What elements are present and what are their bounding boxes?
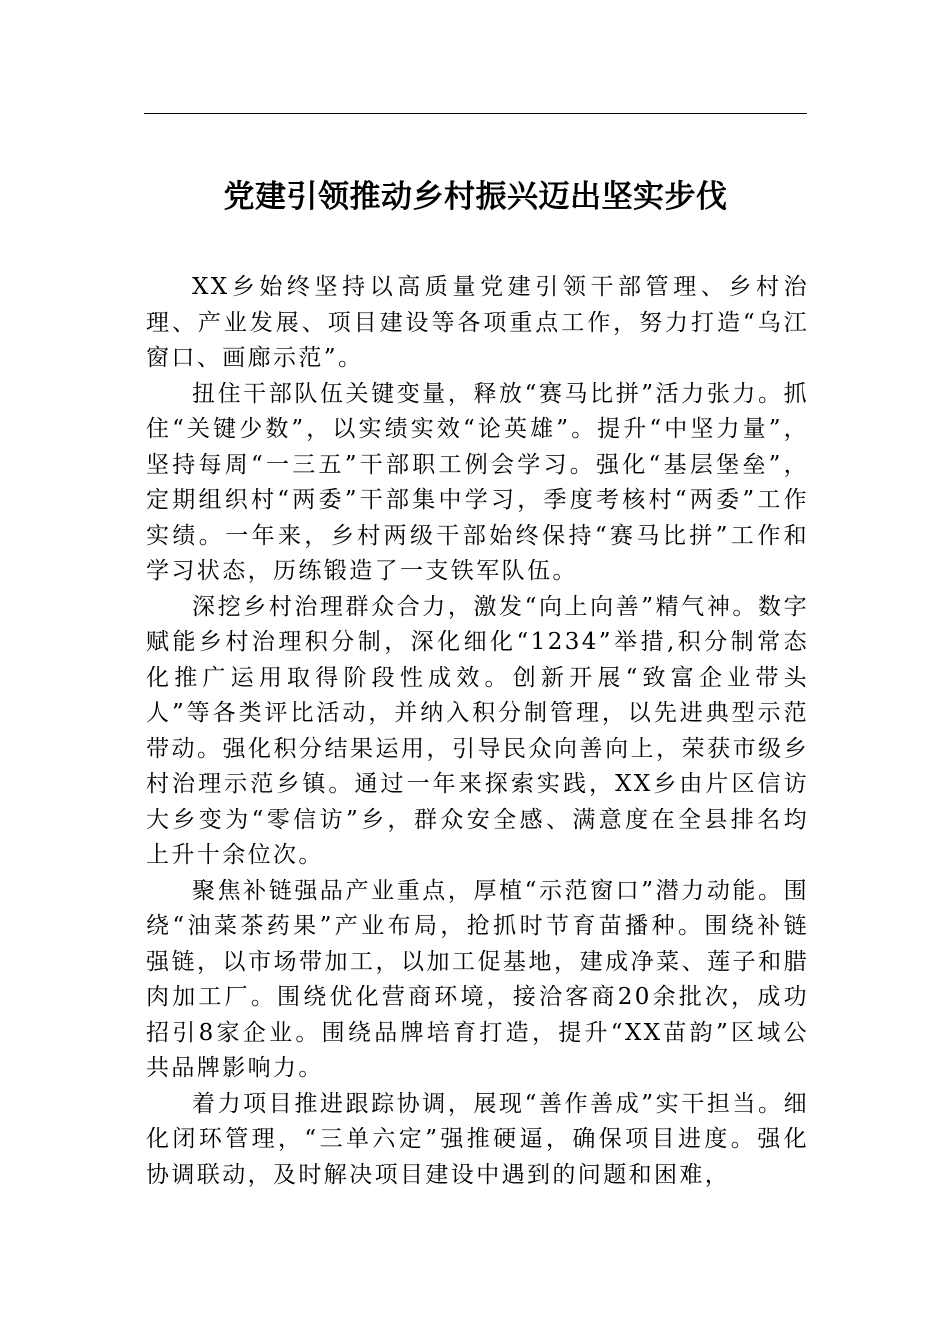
document-body xyxy=(146,270,809,1193)
paragraph-rural-governance: 深挖乡村治理群众合力，激发“向上向善”精气神。数字赋能乡村治理积分制，深化细化“1234”举措,积分制常态化推广运用取得阶段性成效。创新开展“致富企业带头人”等各类评比活动，并纳入积分制管理，以先进典型示范带动。强化积分结果运用，引导民众向善向上，荣获市级乡村治理示范乡镇。通过一年来探索实践，XX乡由片区信访大乡变为“零信访”乡，群众安全感、满意度在全县排名均上升十余位次。 xyxy=(146,593,809,868)
paragraph-intro: XX乡始终坚持以高质量党建引领干部管理、乡村治理、产业发展、项目建设等各项重点工作，努力打造“乌江窗口、画廊示范”。 xyxy=(146,274,809,371)
document-title: 党建引领推动乡村振兴迈出坚实步伐 xyxy=(223,179,728,215)
header-rule xyxy=(144,113,807,114)
paragraph-projects: 着力项目推进跟踪协调，展现“善作善成”实干担当。细化闭环管理，“三单六定”强推硬逼，确保项目进度。强化协调联动，及时解决项目建设中遇到的问题和困难， xyxy=(146,1090,809,1188)
paragraph-industry: 聚焦补链强品产业重点，厚植“示范窗口”潜力动能。围绕“油菜茶药果”产业布局，抢抓时节育苗播种。围绕补链强链，以市场带加工，以加工促基地，建成净菜、莲子和腊肉加工厂。围绕优化营商环境，接洽客商20余批次，成功招引8家企业。围绕品牌培育打造，提升“XX苗韵”区域公共品牌影响力。 xyxy=(146,877,809,1081)
paragraph-cadre-team: 扭住干部队伍关键变量，释放“赛马比拼”活力张力。抓住“关键少数”，以实绩实效“论英雄”。提升“中坚力量”，坚持每周“一三五”干部职工例会学习。强化“基层堡垒”，定期组织村“两委”干部集中学习，季度考核村“两委”工作实绩。一年来，乡村两级干部始终保持“赛马比拼”工作和学习状态，历练锻造了一支铁军队伍。 xyxy=(146,380,809,584)
